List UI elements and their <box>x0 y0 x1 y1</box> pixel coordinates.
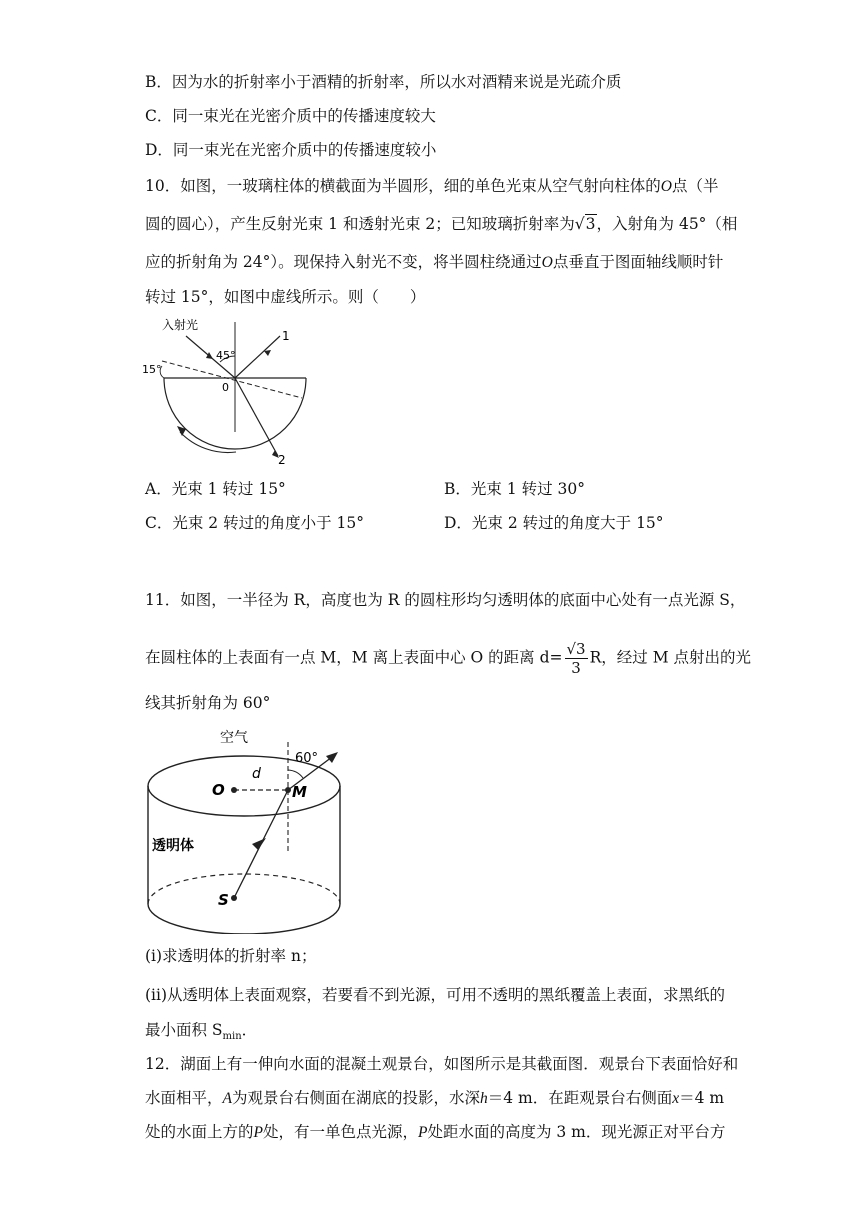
q12-text: 处，有一单色点光源， <box>262 1123 418 1141</box>
q12-text: 水面相平， <box>145 1089 223 1107</box>
angle-60-label: 60° <box>295 751 319 766</box>
bottom-front-arc <box>148 904 340 934</box>
o-label: O <box>212 781 225 799</box>
point-s <box>231 895 237 901</box>
q11-sub-i: (i)求透明体的折射率 n； <box>145 947 317 965</box>
sqrt-value: 3 <box>585 215 596 233</box>
q10-option-d: D．光束 2 转过的角度大于 15° <box>444 514 664 532</box>
cylinder-figure <box>140 722 350 934</box>
q10-text: 点垂直于图面轴线顺时针 <box>552 253 724 271</box>
point-o <box>231 787 237 793</box>
beam-2-label: 2 <box>278 453 286 466</box>
q12-text: 处距水面的高度为 3 m．现光源正对平台方 <box>427 1123 726 1141</box>
h-label: h <box>480 1090 488 1107</box>
q10-text: 圆的圆心），产生反射光束 1 和透射光束 2；已知玻璃折射率为 <box>145 215 575 233</box>
q11-line-1: 11．如图，一半径为 R，高度也为 R 的圆柱形均匀透明体的底面中心处有一点光源 S， <box>145 591 746 609</box>
x-label: x <box>672 1090 680 1107</box>
angle-15-label: 15° <box>142 363 162 376</box>
d-label: d <box>252 766 261 782</box>
sqrt-3 <box>575 214 597 234</box>
q11-text: 在圆柱体的上表面有一点 M，M 离上表面中心 O 的距离 d= <box>145 648 563 667</box>
incident-label: 入射光 <box>162 318 199 332</box>
angle-45-label: 45° <box>216 349 236 362</box>
q10-option-c: C．光束 2 转过的角度小于 15° <box>145 514 364 532</box>
q10-line-4: 转过 15°，如图中虚线所示。则（ ） <box>145 288 426 306</box>
beam-1-arrow <box>264 350 271 356</box>
transparent-body-label: 透明体 <box>152 838 194 854</box>
q12-text: ＝4 m <box>679 1089 725 1107</box>
rotated-diameter <box>162 361 302 398</box>
fraction-denominator: 3 <box>571 659 581 677</box>
option-9-b: B．因为水的折射率小于酒精的折射率，所以水对酒精来说是光疏介质 <box>145 73 622 91</box>
angle-60-arc <box>288 770 303 778</box>
q10-line-1 <box>145 176 718 197</box>
point-a-label: A <box>222 1090 232 1107</box>
refracted-ray-arrow <box>326 752 338 763</box>
q12-line-3 <box>145 1122 725 1143</box>
sqrt-sign: √ <box>574 215 585 233</box>
q12-line-2 <box>145 1088 724 1109</box>
point-o-label: O <box>541 254 553 271</box>
point-p-label: P <box>418 1124 428 1141</box>
point-p-label: P <box>253 1124 263 1141</box>
fraction-sqrt3-over-3 <box>565 640 588 677</box>
q11-text: R，经过 M 点射出的光 <box>589 648 752 667</box>
q11-line-2 <box>145 640 751 677</box>
origin-label: 0 <box>222 381 229 394</box>
q12-text: 为观景台右侧面在湖底的投影，水深 <box>231 1089 480 1107</box>
ray-arrow-inside <box>252 838 266 850</box>
q12-text: 处的水面上方的 <box>145 1123 254 1141</box>
q10-text: 点（半 <box>671 177 719 195</box>
q11-text: 最小面积 S <box>145 1021 223 1039</box>
point-o-label: O <box>660 178 672 195</box>
q11-sub-ii-line-2 <box>145 1020 257 1047</box>
q10-text: 应的折射角为 24°）。现保持入射光不变，将半圆柱绕通过 <box>145 253 542 271</box>
q12-line-1: 12．湖面上有一伸向水面的混凝土观景台，如图所示是其截面图．观景台下表面恰好和 <box>145 1055 739 1073</box>
q11-line-3: 线其折射角为 60° <box>145 694 271 712</box>
incident-arrow <box>206 352 213 359</box>
q10-text: ，入射角为 45°（相 <box>596 215 738 233</box>
air-label: 空气 <box>220 730 248 746</box>
q11-text: ． <box>241 1021 258 1039</box>
semicircle-figure <box>140 314 320 466</box>
option-9-d: D．同一束光在光密介质中的传播速度较小 <box>145 141 437 159</box>
q12-text: ＝4 m．在距观景台右侧面 <box>487 1089 673 1107</box>
q11-sub-ii-line-1: (ii)从透明体上表面观察，若要看不到光源，可用不透明的黑纸覆盖上表面，求黑纸的 <box>145 986 726 1004</box>
q10-text: 10．如图，一玻璃柱体的横截面为半圆形，细的单色光束从空气射向柱体的 <box>145 177 661 195</box>
option-9-c: C．同一束光在光密介质中的传播速度较大 <box>145 107 436 125</box>
rotation-arrow <box>180 432 236 453</box>
fraction-numerator: √3 <box>566 640 586 658</box>
q10-line-2 <box>145 214 737 234</box>
beam-1 <box>235 336 280 378</box>
s-label: S <box>218 891 229 909</box>
beam-1-label: 1 <box>282 329 290 343</box>
m-label: M <box>292 783 307 801</box>
q10-option-b: B．光束 1 转过 30° <box>444 480 586 498</box>
q10-line-3 <box>145 252 723 273</box>
subscript-min: min <box>222 1031 242 1043</box>
q10-option-a: A．光束 1 转过 15° <box>145 480 286 498</box>
